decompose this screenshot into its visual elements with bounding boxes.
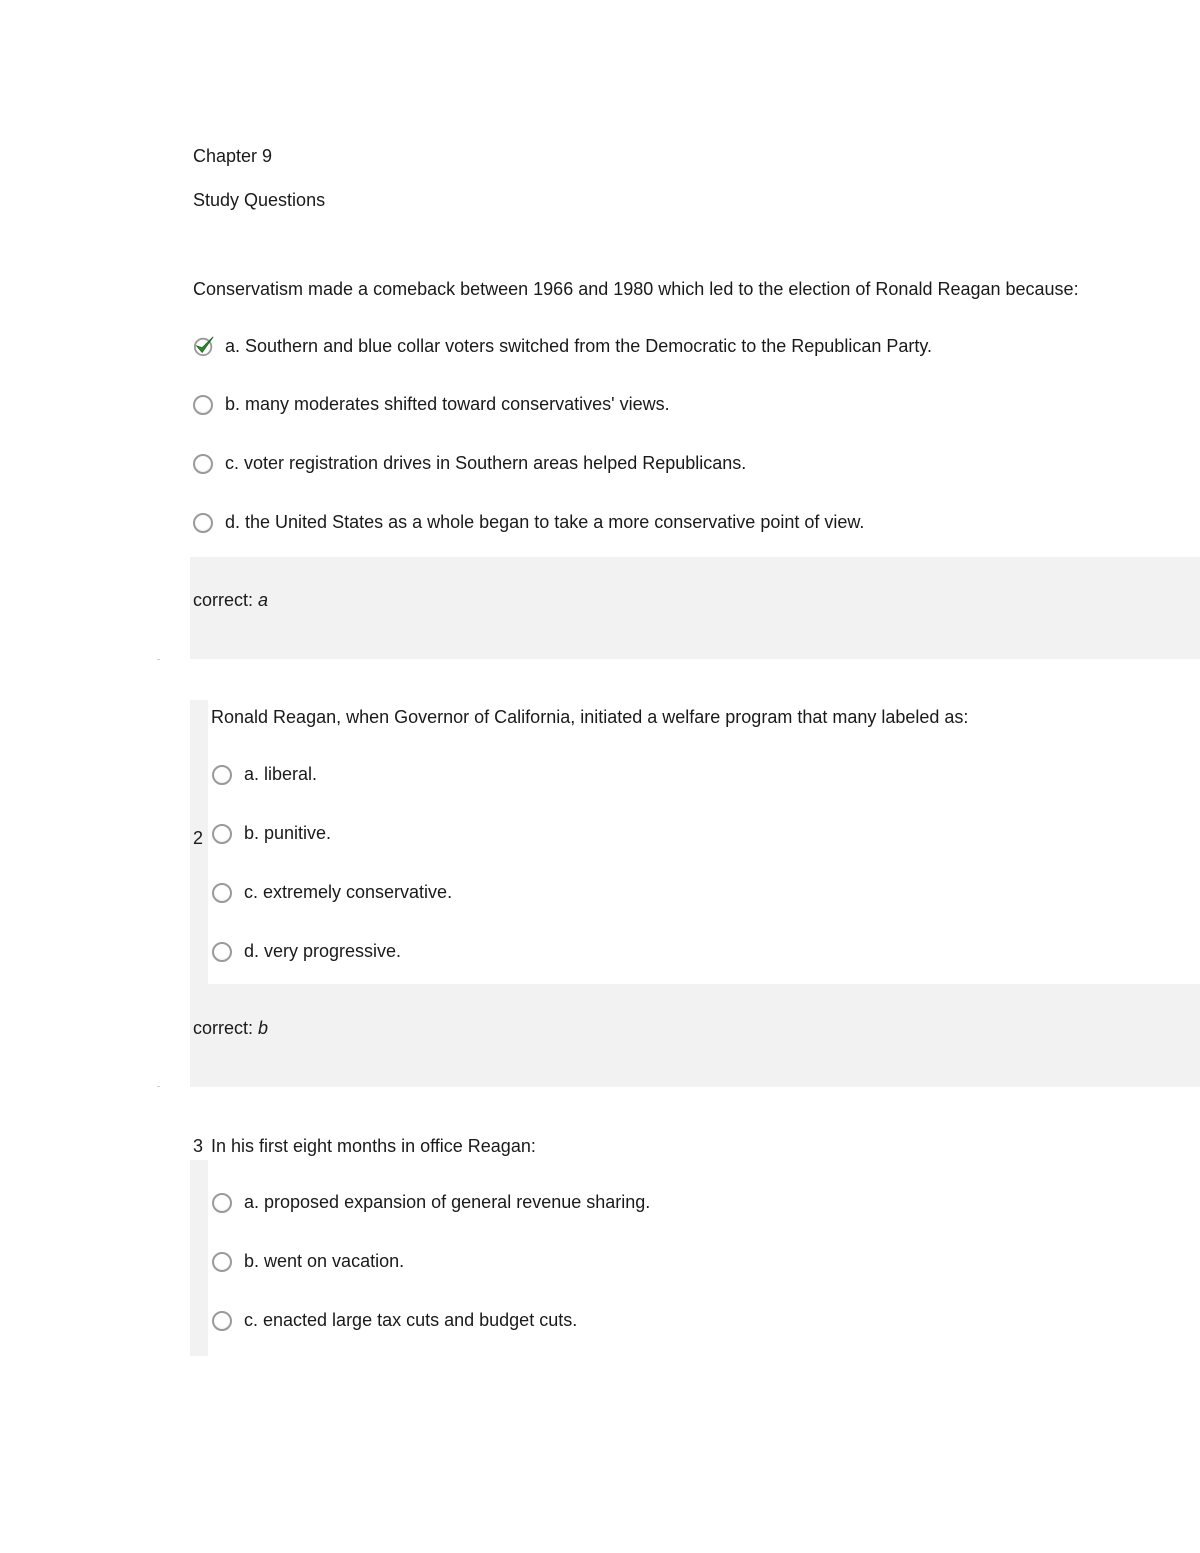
option-label: a. proposed expansion of general revenue sharing.	[244, 1192, 651, 1212]
question-3-margin	[190, 1160, 208, 1356]
option-label: a. liberal.	[244, 764, 318, 784]
feedback-answer: a	[258, 590, 269, 610]
radio-button-icon	[212, 1193, 232, 1213]
feedback-label: correct:	[193, 1018, 254, 1038]
separator-mark	[157, 1086, 160, 1087]
option-label: b. went on vacation.	[244, 1251, 405, 1271]
radio-button-icon	[212, 1311, 232, 1331]
radio-button-icon	[193, 454, 213, 474]
option-label: c. extremely conservative.	[244, 882, 453, 902]
question-3-text: In his first eight months in office Reagan:	[211, 1136, 536, 1156]
option-label: d. very progressive.	[244, 941, 402, 961]
page-title: Chapter 9	[193, 146, 273, 166]
radio-button-icon	[193, 395, 213, 415]
radio-button-icon	[193, 513, 213, 533]
option-label: b. many moderates shifted toward conservatives' views.	[225, 394, 670, 414]
radio-button-icon	[212, 824, 232, 844]
question-2-number: 2	[193, 828, 204, 848]
checkmark-icon	[193, 335, 215, 357]
question-1-option-b[interactable]	[193, 394, 670, 415]
feedback-answer: b	[258, 1018, 269, 1038]
question-1-feedback	[190, 557, 1200, 659]
question-2-option-b[interactable]	[212, 823, 331, 844]
option-label: c. enacted large tax cuts and budget cuts.	[244, 1310, 578, 1330]
separator-mark	[157, 659, 160, 660]
question-1-option-d[interactable]	[193, 512, 864, 533]
question-2-feedback	[190, 984, 1200, 1087]
option-label: c. voter registration drives in Southern areas helped Republicans.	[225, 453, 747, 473]
question-2-option-a[interactable]	[212, 764, 317, 785]
page-subtitle: Study Questions	[193, 190, 326, 210]
radio-button-icon	[212, 883, 232, 903]
radio-button-icon	[212, 1252, 232, 1272]
option-label: a. Southern and blue collar voters switched from the Democratic to the Republican Party.	[225, 335, 933, 356]
feedback-text	[193, 590, 268, 611]
question-1-option-a[interactable]	[193, 335, 932, 357]
question-2-option-d[interactable]	[212, 941, 401, 962]
question-3-option-b[interactable]	[212, 1251, 404, 1272]
question-1-option-c[interactable]	[193, 453, 746, 474]
question-2-option-c[interactable]	[212, 882, 452, 903]
feedback-text	[193, 1018, 268, 1039]
question-3-option-a[interactable]	[212, 1192, 650, 1213]
option-label: d. the United States as a whole began to take a more conservative point of view.	[225, 512, 865, 532]
question-3-option-c[interactable]	[212, 1310, 577, 1331]
feedback-label: correct:	[193, 590, 254, 610]
radio-button-icon	[212, 942, 232, 962]
radio-button-icon	[212, 765, 232, 785]
question-3-number: 3	[193, 1136, 204, 1156]
question-1-text: Conservatism made a comeback between 1966 and 1980 which led to the election of Ronald Reagan because:	[193, 279, 1079, 299]
option-label: b. punitive.	[244, 823, 332, 843]
question-2-text: Ronald Reagan, when Governor of California, initiated a welfare program that many labeled as:	[211, 707, 969, 727]
